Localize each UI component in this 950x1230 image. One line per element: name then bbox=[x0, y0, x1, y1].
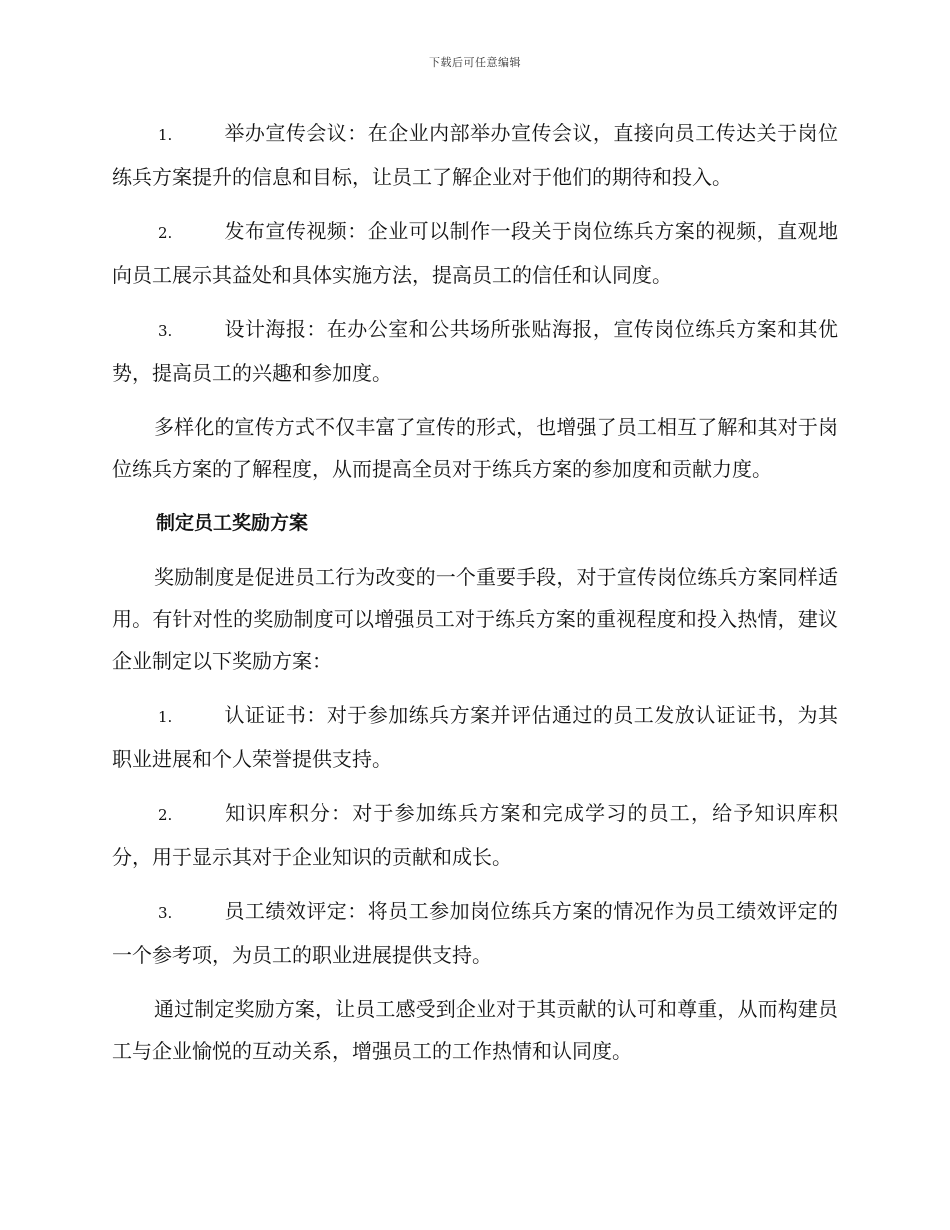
summary-paragraph: 通过制定奖励方案，让员工感受到企业对于其贡献的认可和尊重，从而构建员工与企业愉悦的互动关系，增强员工的工作热情和认同度。 bbox=[112, 997, 838, 1063]
list-item bbox=[112, 112, 838, 198]
list-item bbox=[112, 694, 838, 780]
list-item-title: 员工绩效评定： bbox=[224, 899, 368, 923]
summary-paragraph: 多样化的宣传方式不仅丰富了宣传的形式，也增强了员工相互了解和其对于岗位练兵方案的了解程度，从而提高全员对于练兵方案的参加度和贡献力度。 bbox=[112, 415, 838, 481]
list-item-title: 设计海报： bbox=[224, 317, 327, 341]
list-item-title: 举办宣传会议： bbox=[224, 121, 368, 145]
list-item bbox=[112, 792, 838, 878]
list-item bbox=[112, 210, 838, 296]
list-item-text: 对于参加练兵方案并评估通过的员工发放认证证书，为其职业进展和个人荣誉提供支持。 bbox=[112, 703, 839, 771]
list-number: 1. bbox=[158, 126, 173, 144]
list-number: 2. bbox=[158, 224, 173, 242]
list-item-title: 发布宣传视频： bbox=[224, 219, 368, 243]
list-item-text: 对于参加练兵方案和完成学习的员工，给予知识库积分，用于显示其对于企业知识的贡献和成长。 bbox=[112, 801, 839, 869]
list-item-text: 在办公室和公共场所张贴海报，宣传岗位练兵方案和其优势，提高员工的兴趣和参加度。 bbox=[112, 317, 839, 385]
list-number: 1. bbox=[158, 708, 173, 726]
list-number: 3. bbox=[158, 904, 173, 922]
list-number: 2. bbox=[158, 806, 173, 824]
list-item bbox=[112, 890, 838, 976]
list-item-title: 认证证书： bbox=[224, 703, 327, 727]
intro-paragraph: 奖励制度是促进员工行为改变的一个重要手段，对于宣传岗位练兵方案同样适用。有针对性的奖励制度可以增强员工对于练兵方案的重视程度和投入热情，建议企业制定以下奖励方案： bbox=[112, 565, 838, 673]
list-item bbox=[112, 308, 838, 394]
list-number: 3. bbox=[158, 322, 173, 340]
page-header: 下载后可任意编辑 bbox=[429, 56, 521, 69]
list-item-text: 在企业内部举办宣传会议，直接向员工传达关于岗位练兵方案提升的信息和目标，让员工了解企业对于他们的期待和投入。 bbox=[112, 121, 839, 189]
list-item-text: 企业可以制作一段关于岗位练兵方案的视频，直观地向员工展示其益处和具体实施方法，提高员工的信任和认同度。 bbox=[112, 219, 839, 287]
list-item-title: 知识库积分： bbox=[224, 801, 353, 825]
list-item-text: 将员工参加岗位练兵方案的情况作为员工绩效评定的一个参考项，为员工的职业进展提供支持。 bbox=[112, 899, 839, 967]
section-heading: 制定员工奖励方案 bbox=[156, 512, 309, 534]
document-body bbox=[112, 112, 838, 1084]
